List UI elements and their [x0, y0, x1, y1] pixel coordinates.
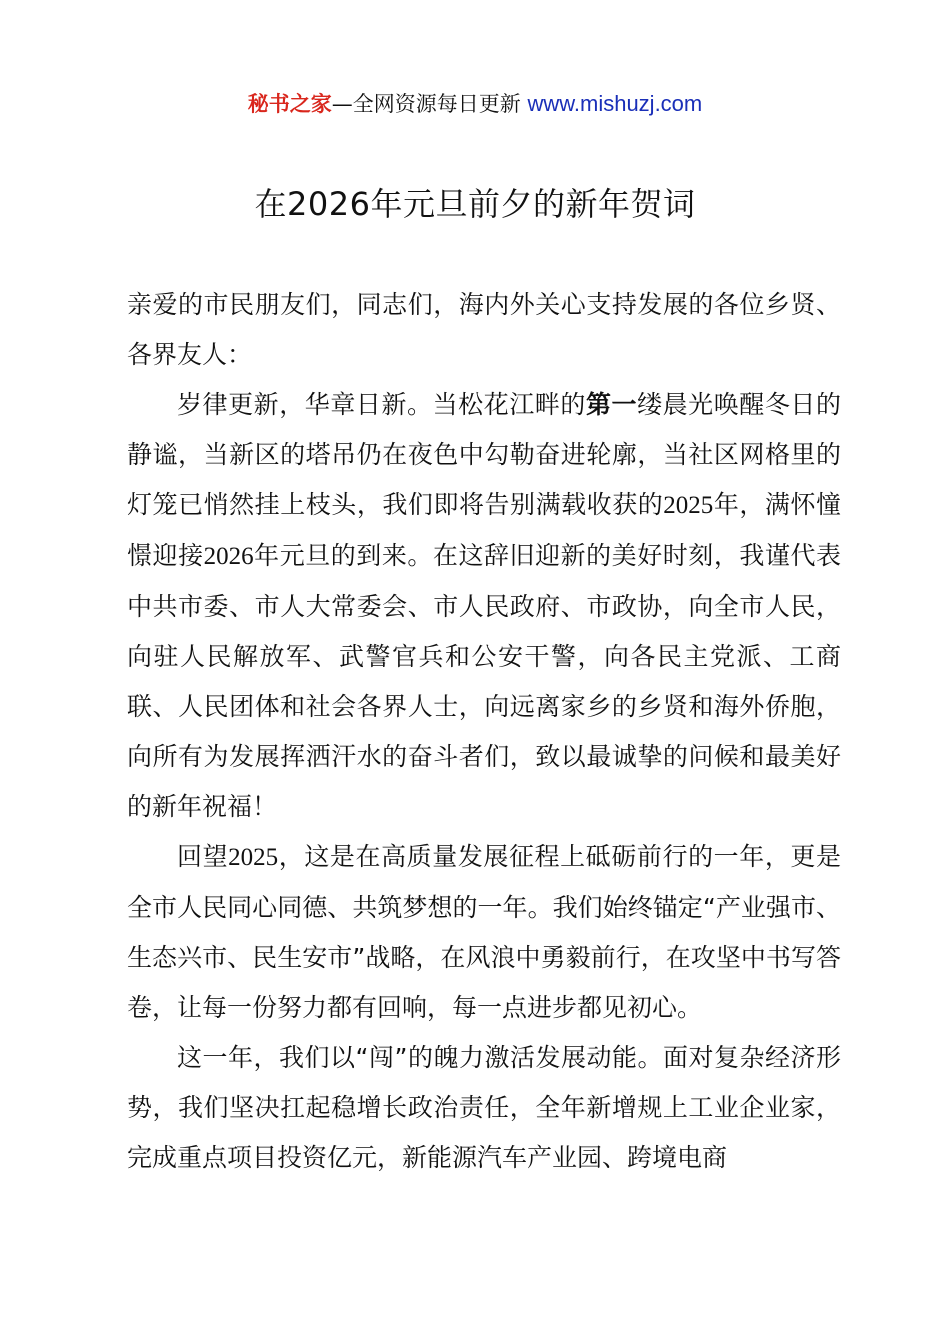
- p2-year-2025: 2025: [228, 844, 279, 871]
- site-url-link[interactable]: www.mishuzj.com: [527, 91, 703, 116]
- paragraph-1: [127, 380, 841, 832]
- p1-text-a: 岁律更新，华章日新。当松花江畔的: [177, 390, 586, 419]
- header-tagline: —全网资源每日更新: [331, 92, 528, 116]
- p1-text-c: 缕晨光唤醒冬日的静谧，当新区的塔吊仍在夜色中勾勒奋进轮廓，当社区网格里的灯笼已悄然挂上枝头，我们即将告别满载收获的: [127, 390, 841, 519]
- salutation: 亲爱的市民朋友们，同志们，海内外关心支持发展的各位乡贤、各界友人：: [127, 290, 841, 369]
- p1-bold-text: 第一: [585, 390, 638, 419]
- p2-text-c: ，这是在高质量发展征程上砥砺前行的一年，更是全市人民同心同德、共筑梦想的一年。我们始终锚定“产业强市、生态兴市、民生安市”战略，在风浪中勇毅前行，在攻坚中书写答卷，让每一份努力都有回响，每一点进步都见初心。: [127, 842, 841, 1022]
- document-title: 在2026年元旦前夕的新年贺词: [254, 185, 696, 223]
- p1-year-2026: 2026: [203, 543, 254, 570]
- p2-text-a: 回望: [177, 842, 229, 871]
- brand-name: 秘书之家: [247, 92, 332, 116]
- p1-text-g: 年元旦的到来。在这辞旧迎新的美好时刻，我谨代表中共市委、市人大常委会、市人民政府、市政协，向全市人民，向驻人民解放军、武警官兵和公安干警，向各民主党派、工商联、人民团体和社会各界人士，向远离家乡的乡贤和海外侨胞，向所有为发展挥洒汗水的奋斗者们，致以最诚挚的问候和最美好的新年祝福！: [127, 541, 841, 821]
- document-body: [127, 280, 841, 1183]
- p1-text-e: 年，满怀憧憬迎接: [127, 490, 841, 570]
- p1-year-2025: 2025: [663, 492, 714, 519]
- page-header: [0, 88, 950, 120]
- paragraph-2: [127, 832, 841, 1033]
- paragraph-3: 这一年，我们以“闯”的魄力激活发展动能。面对复杂经济形势，我们坚决扛起稳增长政治责任，全年新增规上工业企业家，完成重点项目投资亿元，新能源汽车产业园、跨境电商: [127, 1043, 841, 1172]
